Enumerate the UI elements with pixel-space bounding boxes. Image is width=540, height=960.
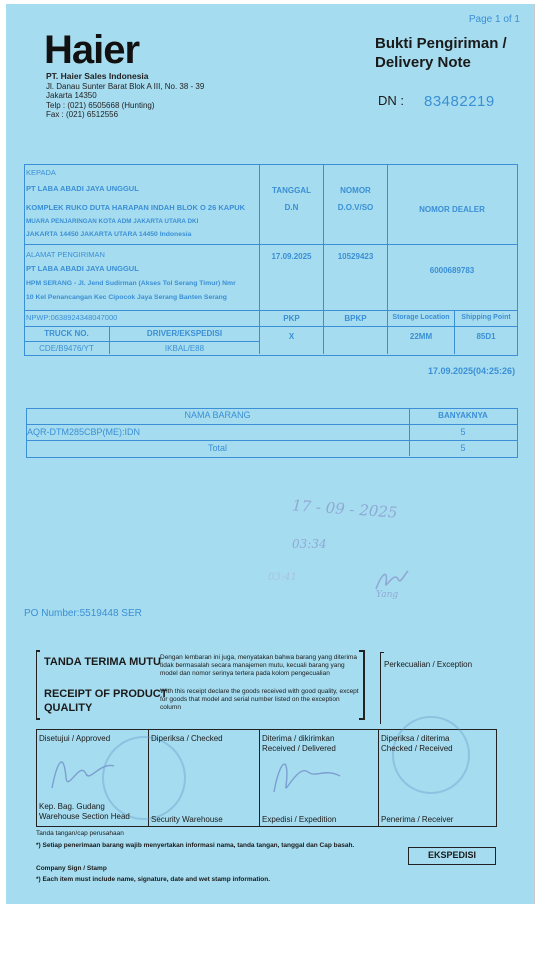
recipient-name: PT LABA ABADI JAYA UNGGUL [26,184,139,193]
receipt-title-en-2: QUALITY [44,702,93,714]
item-qty: 5 [460,427,466,437]
sign-approved-title: Kep. Bag. Gudang [39,802,105,811]
handwritten-date: 17 - 09 - 2025 [291,496,399,522]
sign-delivered-role: Expedisi / Expedition [262,815,337,824]
po-number: PO Number:5519448 SER [24,608,142,619]
total-label: Total [207,443,227,453]
bpkp-label: BPKP [344,314,367,323]
storage-location-value: 22MM [409,332,433,341]
nomor-value: 10529423 [337,252,374,261]
delivered-signature-icon [268,750,348,800]
items-col-name: NAMA BARANG [184,410,251,420]
sign-delivered-label-en: Received / Delivered [262,744,336,753]
item-name: AQR-DTM285CBP(ME):IDN [27,427,141,437]
kepada-label: KEPADA [26,168,56,177]
company-address-block [46,72,204,120]
receipt-title-id: TANDA TERIMA MUTU [44,656,161,668]
sign-approved-role: Warehouse Section Head [39,812,130,821]
shipping-address-1: HPM SERANG - Jl. Jend Sudirman (Akses Tol Serang Timur) Nmr [26,280,236,287]
recipient-address-2: MUARA PENJARINGAN KOTA ADM JAKARTA UTARA DKI [26,218,199,225]
recipient-address-1: KOMPLEK RUKO DUTA HARAPAN INDAH BLOK O 26 KAPUK [26,203,246,212]
handwritten-note: Yang [376,590,399,600]
company-fax: Fax : (021) 6512556 [46,110,119,119]
footer-stamp-label: Company Sign / Stamp [36,865,107,872]
handwritten-time-2: 03:41 [268,572,297,583]
company-address-2: Jakarta 14350 [46,91,97,100]
handwritten-time-1: 03:34 [292,537,327,551]
copy-label: EKSPEDISI [427,850,476,860]
sign-receiver-label-en: Checked / Received [381,744,453,753]
footer-sign-note: *) Setiap penerimaan barang wajib menyertakan informasi nama, tanda tangan, tanggal dan Cap basah. [36,842,355,849]
receipt-title-en-1: RECEIPT OF PRODUCT [44,688,168,700]
truck-number-value: CDE/B9476/YT [39,344,94,353]
truck-number-label: TRUCK NO. [44,329,89,338]
document-title-line-1: Bukti Pengiriman / [375,35,507,52]
sign-checked-role: Security Warehouse [151,815,223,824]
sign-approved-label: Disetujui / Approved [39,734,111,743]
approved-signature-icon [44,748,124,798]
shipping-address-label: ALAMAT PENGIRIMAN [26,250,105,259]
footer-stamp-note: *) Each item must include name, signature, date and wet stamp information. [36,876,271,883]
driver-label: DRIVER/EKSPEDISI [146,329,223,338]
shipping-point-value: 85D1 [476,332,496,341]
sign-receiver-role: Penerima / Receiver [381,815,454,824]
company-name: PT. Haier Sales Indonesia [46,71,149,81]
exception-label: Perkecualian / Exception [384,660,473,669]
npwp-number: NPWP:0638924348047000 [26,313,118,322]
items-col-qty: BANYAKNYA [438,411,488,420]
tanggal-value: 17.09.2025 [271,252,312,261]
receipt-text-en: With this receipt declare the goods received with good quality, except for goods that model and serial number listed on the exception column [160,688,359,711]
dn-label: DN : [378,93,404,108]
shipping-address-2: 10 Kel Penancangan Kec Cipocok Jaya Serang Banten Serang [26,294,227,301]
tanggal-sub-label: D.N [284,203,299,212]
company-phone: Telp : (021) 6505668 (Hunting) [46,100,155,110]
print-timestamp: 17.09.2025(04:25:26) [428,366,516,376]
receipt-text-id: Dengan lembaran ini juga, menyatakan bahwa barang yang diterima tidak bermasalah secara manajemen mutu, kecuali barang yang model dan nomor serinya tertera pada kolom pengecualian [160,654,357,677]
nomor-label: NOMOR [340,186,371,195]
document-title-line-2: Delivery Note [375,54,471,71]
company-address-1: Jl. Danau Sunter Barat Blok A III, No. 38 - 39 [46,81,205,91]
sign-receiver-label: Diperiksa / diterima [381,734,450,743]
haier-logo: Haier [44,28,140,72]
footer-sign-label: Tanda tangan/cap perusahaan [36,830,124,837]
page-number: Page 1 of 1 [468,14,520,25]
dn-number: 83482219 [424,93,495,110]
storage-location-label: Storage Location [392,314,450,321]
shipping-name: PT LABA ABADI JAYA UNGGUL [26,264,139,273]
dealer-number-value: 6000689783 [429,266,475,275]
pkp-label: PKP [283,314,300,323]
sign-delivered-label: Diterima / dikirimkan [262,734,335,743]
shipping-point-label: Shipping Point [461,314,511,321]
sign-checked-label: Diperiksa / Checked [151,734,223,743]
nomor-sub-label: D.O.V/SO [337,203,374,212]
tanggal-label: TANGGAL [272,186,311,195]
recipient-address-3: JAKARTA 14450 JAKARTA UTARA 14450 Indonesia [26,231,192,238]
driver-value: IKBAL/E88 [164,344,205,353]
total-qty: 5 [460,443,466,453]
receiver-stamp [392,716,470,794]
document-title [375,34,507,72]
pkp-value: X [288,332,295,341]
dealer-number-label: NOMOR DEALER [419,205,485,214]
